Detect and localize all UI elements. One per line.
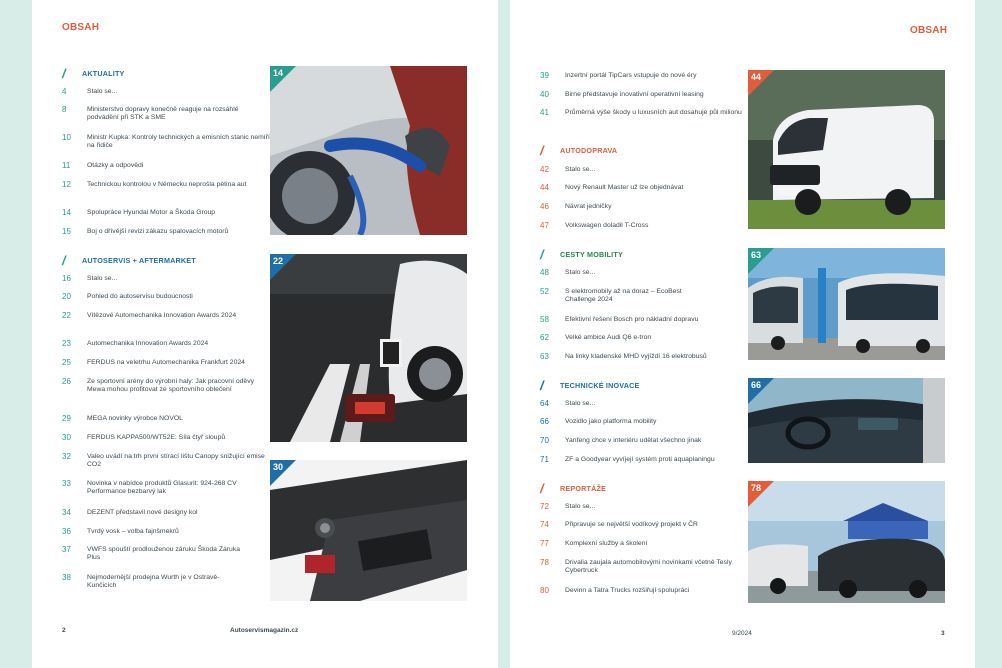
toc-entry[interactable] [62,528,272,536]
toc-entry[interactable] [62,106,262,122]
toc-page-number: 62 [540,333,549,342]
toc-entry[interactable] [540,521,750,529]
toc-entry[interactable] [62,434,272,442]
toc-entry[interactable] [62,359,292,367]
toc-entry-title: Spolupráce Hyundai Motor a Škoda Group [87,209,216,216]
toc-page-number: 63 [540,352,549,361]
article-photo-event[interactable] [748,481,945,603]
toc-page-number: 32 [62,452,71,461]
toc-entry[interactable] [62,453,265,469]
toc-entry[interactable] [62,312,247,320]
toc-entry[interactable] [540,72,750,80]
toc-entry-title: Pohled do autoservisu budoucnosti [87,293,193,300]
toc-entry[interactable] [540,418,750,426]
toc-page-number: 26 [62,377,71,386]
toc-entry[interactable] [62,134,275,150]
toc-entry[interactable] [62,546,247,562]
section-heading-reportaze [540,481,606,496]
toc-entry[interactable] [540,456,750,464]
footer-website[interactable]: Autoservismagazin.cz [230,627,299,634]
section-slash-icon: / [62,66,66,81]
toc-entry-title: Nejmodernější prodejna Wurth je v Ostravě-Kunčicích [87,574,220,590]
toc-entry-title: Automechanika Innovation Awards 2024 [87,340,209,347]
toc-entry[interactable] [540,184,750,192]
inspection-illustration [270,66,467,235]
toc-page-number: 15 [62,227,71,236]
toc-entry[interactable] [540,400,750,408]
toc-page-number: 20 [62,292,71,301]
toc-page-number: 22 [62,311,71,320]
toc-entry[interactable] [540,166,750,174]
toc-page-number: 70 [540,436,549,445]
toc-entry[interactable] [62,88,272,96]
article-photo-inspection[interactable] [270,66,467,235]
toc-entry-title: Stalo se... [565,166,596,173]
toc-entry-title: Drivalia zaujala automobilovými novinkami včetně Tesly Cybertruck [565,559,732,575]
toc-entry-title: Ministerstvo dopravy konečně reaguje na rozsáhlé podvádění při STK a SME [87,106,239,122]
toc-entry-title: Boj o dřívější revizi zákazu spalovacích motorů [87,228,229,235]
toc-entry-title: Vozidlo jako platforma mobility [565,418,657,425]
page-badge-number: 44 [751,72,762,82]
toc-page-number: 38 [62,573,71,582]
toc-entry-title: Připravuje se největší vodíkový projekt v ČR [565,521,698,528]
toc-entry-title: S elektromobily až na doraz – EcoBest Challenge 2024 [565,288,682,304]
toc-entry-title: Birne představuje inovativní operativní leasing [565,91,704,98]
toc-page-number: 10 [62,133,71,142]
toc-entry[interactable] [62,574,247,590]
toc-entry-title: Stalo se... [87,275,118,282]
section-slash-icon: / [540,143,544,158]
article-photo-buses[interactable] [748,248,945,360]
toc-page-number: 25 [62,358,71,367]
toc-entry-title: MEGA novinky výrobce NOVOL [87,415,183,422]
toc-page-number: 29 [62,414,71,423]
toc-entry[interactable] [540,109,755,117]
toc-page-number: 34 [62,508,71,517]
toc-entry[interactable] [62,378,263,394]
toc-entry-title: Komplexní služby a školení [565,540,648,547]
toc-entry-title: FERDUS KAPPA500/WT52E: Síla čtyř sloupů [87,434,226,441]
toc-page-number: 23 [62,339,71,348]
article-photo-van[interactable] [748,70,945,229]
toc-entry[interactable] [62,415,272,423]
toc-entry[interactable] [540,559,760,575]
van-illustration [748,70,945,229]
event-illustration [748,481,945,603]
toc-page-number: 47 [540,221,549,230]
alignment-illustration [270,254,467,442]
toc-entry-title: Otázky a odpovědi [87,162,144,169]
toc-entry[interactable] [540,334,750,342]
section-title: CESTY MOBILITY [560,250,623,259]
page-heading: OBSAH [62,22,100,33]
toc-entry-title: Novinka v nabídce produktů Glasurit: 924-268 CV Performance bezbarvý lak [87,480,237,496]
toc-entry[interactable] [62,275,272,283]
toc-page-number: 71 [540,455,549,464]
toc-entry-title: FERDUS na veletrhu Automechanika Frankfurt 2024 [87,359,245,366]
toc-entry-title: Průměrná výše škody u luxusních aut dosahuje půl milionu [565,109,742,116]
page-heading: OBSAH [910,25,948,36]
toc-entry-title: ZF a Goodyear vyvíjejí systém proti aquaplaningu [565,456,715,463]
toc-entry-title: Nový Renault Master už lze objednávat [565,184,684,191]
toc-entry-title: Technickou kontrolou v Německu neprošla pětina aut [87,181,247,188]
section-slash-icon: / [540,481,544,496]
section-title: AUTOSERVIS + AFTERMARKET [82,256,196,265]
toc-entry-title: Stalo se... [565,503,596,510]
toc-page-number: 12 [62,180,71,189]
right-page [510,0,975,668]
section-heading-autodoprava [540,143,617,158]
toc-entry[interactable] [62,209,272,217]
toc-entry[interactable] [62,162,272,170]
footer-page-number: 2 [62,627,66,634]
toc-entry-title: Efektivní řešení Bosch pro nákladní dopravu [565,316,699,323]
section-heading-aktuality [62,66,125,81]
toc-page-number: 16 [62,274,71,283]
toc-entry[interactable] [540,288,685,304]
toc-entry-title: Stalo se... [87,88,118,95]
toc-page-number: 48 [540,268,549,277]
toc-page-number: 36 [62,527,71,536]
lift-illustration [270,460,467,601]
toc-entry[interactable] [540,437,750,445]
section-heading-cesty-mobility [540,247,623,262]
toc-page-number: 77 [540,539,549,548]
toc-entry-title: Volkswagen doladil T-Cross [565,222,649,229]
toc-entry[interactable] [540,587,750,595]
page-badge-number: 78 [751,483,762,493]
toc-page-number: 42 [540,165,549,174]
toc-entry-title: Tvrdý vosk – volba fajnšmekrů [87,528,179,535]
toc-page-number: 66 [540,417,549,426]
toc-entry[interactable] [62,480,265,496]
toc-page-number: 46 [540,202,549,211]
left-page [32,0,498,668]
footer-issue: 9/2024 [732,630,752,637]
toc-entry[interactable] [62,293,272,301]
section-title: TECHNICKÉ INOVACE [560,381,640,390]
toc-entry-title: VWFS spouští prodlouženou záruku Škoda Záruka Plus [87,546,241,562]
toc-entry[interactable] [540,222,750,230]
footer-page-number: 3 [941,630,945,637]
toc-page-number: 72 [540,502,549,511]
toc-entry-title: Yanfeng chce v interiéru udělat všechno jinak [565,437,702,444]
toc-entry[interactable] [62,340,272,348]
section-slash-icon: / [540,247,544,262]
section-heading-autoservis [62,253,196,268]
toc-entry-title: Velké ambice Audi Q6 e-tron [565,334,652,341]
toc-page-number: 44 [540,183,549,192]
toc-page-number: 14 [62,208,71,217]
toc-entry-title: DEZENT představil nové designy kol [87,509,198,516]
toc-entry[interactable] [540,203,750,211]
toc-entry-title: Inzertní portál TipCars vstupuje do nové éry [565,72,697,79]
toc-entry-title: Stalo se... [565,269,596,276]
buses-illustration [748,248,945,360]
toc-page-number: 80 [540,586,549,595]
toc-entry-title: Devinn a Tatra Trucks rozšiřují spolupráci [565,587,690,594]
toc-page-number: 39 [540,71,549,80]
toc-entry[interactable] [540,269,750,277]
toc-page-number: 11 [62,161,71,170]
toc-entry[interactable] [540,540,750,548]
toc-page-number: 74 [540,520,549,529]
article-photo-lift[interactable] [270,460,467,601]
toc-page-number: 78 [540,558,549,567]
toc-page-number: 8 [62,105,67,114]
toc-entry-title: Návrat jedničky [565,203,612,210]
toc-entry-title: Ministr Kupka: Kontroly technických a emisních stanic nemíří na řidiče [87,134,270,150]
section-slash-icon: / [540,378,544,393]
toc-entry[interactable] [540,316,750,324]
toc-page-number: 58 [540,315,549,324]
section-slash-icon: / [62,253,66,268]
toc-page-number: 33 [62,479,71,488]
section-heading-technicke-inovace [540,378,640,393]
toc-page-number: 4 [62,87,67,96]
interior-illustration [748,378,945,463]
section-title: REPORTÁŽE [560,484,607,493]
toc-entry-title: Ze sportovní arény do výrobní haly: Jak pracovní oděvy Mewa mohou profitovat ze sportovního oblečení [87,378,254,394]
section-title: AUTODOPRAVA [560,146,618,155]
toc-entry-title: Stalo se... [565,400,596,407]
toc-page-number: 64 [540,399,549,408]
toc-entry[interactable] [62,228,272,236]
toc-page-number: 41 [540,108,549,117]
toc-page-number: 40 [540,90,549,99]
toc-page-number: 52 [540,287,549,296]
toc-entry-title: Vítězové Automechanika Innovation Awards 2024 [87,312,237,319]
toc-entry[interactable] [540,503,750,511]
page-badge-number: 63 [751,250,762,260]
toc-entry-title: Na linky kladenské MHD vyjíždí 16 elektrobusů [565,353,707,360]
toc-entry[interactable] [540,91,750,99]
article-photo-interior[interactable] [748,378,945,463]
toc-page-number: 30 [62,433,71,442]
page-badge-number: 14 [273,68,284,78]
toc-entry[interactable] [540,353,765,361]
toc-entry[interactable] [62,181,262,189]
page-badge-number: 22 [273,256,284,266]
article-photo-alignment[interactable] [270,254,467,442]
page-badge-number: 30 [273,462,284,472]
page-badge-number: 66 [751,380,762,390]
toc-entry[interactable] [62,509,272,517]
toc-entry-title: Valeo uvádí na trh první stírací lištu Canopy snižující emise CO2 [87,453,265,469]
toc-page-number: 37 [62,545,71,554]
section-title: AKTUALITY [82,69,125,78]
